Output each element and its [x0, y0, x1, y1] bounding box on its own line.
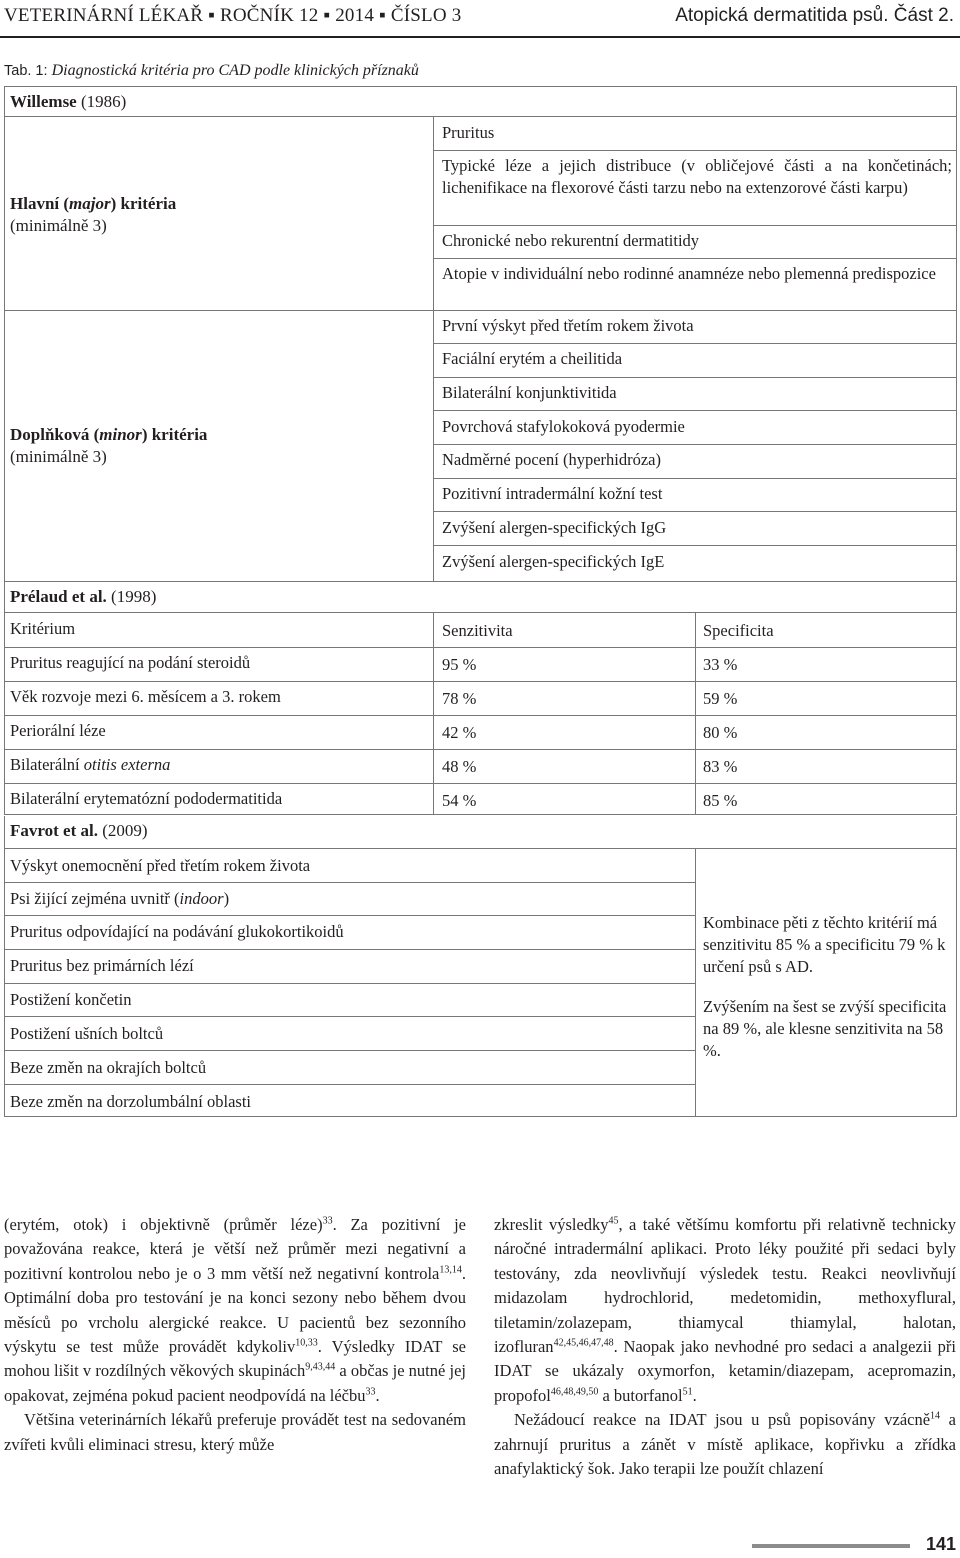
col-specificity: Specificita [703, 621, 774, 640]
row-divider [434, 150, 956, 151]
favrot-item: Pruritus odpovídající na podávání glukokortikoidů [10, 922, 344, 941]
row-divider [4, 983, 695, 984]
favrot-item: Beze změn na okrajích boltců [10, 1058, 207, 1077]
specificity-cell: 59 % [703, 689, 738, 708]
paragraph: Většina veterinárních lékařů preferuje provádět test na sedovaném zvířeti kvůli eliminaci stresu, který může [4, 1410, 466, 1454]
row-divider [4, 749, 957, 750]
specificity-cell: 33 % [703, 655, 738, 674]
row-divider [434, 511, 956, 512]
row-divider [4, 915, 695, 916]
sensitivity-cell: 42 % [442, 723, 477, 742]
paragraph: Nežádoucí reakce na IDAT jsou u psů popisovány vzácně$^{14}$ a zahrnují pruritus a zánět v místě aplikace, kopřivku a zřídka anafylaktický šok. Jako terapii lze použít chlazení [494, 1410, 957, 1479]
row-divider [434, 444, 956, 445]
body-right-column [494, 1213, 956, 1481]
minor-min: (minimálně 3) [10, 447, 107, 466]
running-header [0, 0, 960, 34]
row-divider [4, 715, 957, 716]
minor-item: Zvýšení alergen-specifických IgG [442, 518, 667, 537]
prelaud-author: Prélaud et al. [10, 587, 107, 606]
journal-title: VETERINÁRNÍ LÉKAŘ ▪ ROČNÍK 12 ▪ 2014 ▪ ČÍSLO 3 [4, 5, 462, 26]
criterion-cell: Bilaterální otitis externa [10, 755, 171, 774]
minor-item: Nadměrné pocení (hyperhidróza) [442, 450, 661, 469]
minor-item: Faciální erytém a cheilitida [442, 349, 623, 368]
major-item: Atopie v individuální nebo rodinné anamnéze nebo plemenná predispozice [442, 264, 936, 283]
row-divider [4, 949, 695, 950]
row-divider [4, 1084, 695, 1085]
minor-item: Povrchová stafylokoková pyodermie [442, 417, 685, 436]
willemse-header [4, 86, 957, 117]
row-divider [4, 783, 957, 784]
column-divider [695, 613, 696, 815]
favrot-item: Psi žijící zejména uvnitř (indoor) [10, 889, 230, 908]
specificity-cell: 80 % [703, 723, 738, 742]
favrot-author: Favrot et al. [10, 821, 98, 840]
minor-item: První výskyt před třetím rokem života [442, 316, 694, 335]
minor-item: Zvýšení alergen-specifických IgE [442, 552, 665, 571]
favrot-item: Výskyt onemocnění před třetím rokem života [10, 856, 311, 875]
prelaud-table [4, 613, 957, 815]
favrot-header [4, 816, 957, 849]
row-divider [4, 647, 957, 648]
article-title: Atopická dermatitida psů. Část 2. [675, 5, 954, 26]
specificity-cell: 85 % [703, 791, 738, 810]
page-number: 141 [925, 1534, 956, 1554]
caption-text: Diagnostická kritéria pro CAD podle klinických příznaků [51, 62, 419, 79]
minor-item: Bilaterální konjunktivitida [442, 383, 617, 402]
criterion-cell: Periorální léze [10, 721, 106, 740]
criterion-cell: Věk rozvoje mezi 6. měsícem a 3. rokem [10, 687, 281, 706]
major-item: Pruritus [442, 123, 495, 142]
row-divider [434, 377, 956, 378]
row-divider [4, 1050, 695, 1051]
row-divider [4, 681, 957, 682]
row-divider [434, 225, 956, 226]
criterion-cell: Pruritus reagující na podání steroidů [10, 653, 251, 672]
sensitivity-cell: 54 % [442, 791, 477, 810]
minor-criteria-label: Doplňková (minor) kritéria (minimálně 3) [10, 425, 208, 466]
table-caption [4, 62, 419, 80]
favrot-item: Postižení ušních boltců [10, 1024, 164, 1043]
favrot-note-combination: Kombinace pěti z těchto kritérií má senzitivitu 85 % a specificitu 79 % k určení psů s AD. [703, 913, 946, 976]
column-divider [433, 116, 434, 582]
row-divider [434, 545, 956, 546]
willemse-author: Willemse [10, 92, 77, 111]
row-divider [434, 310, 956, 311]
page-number-bar [752, 1544, 910, 1548]
major-item: Typické léze a jejich distribuce (v obličejové části a na končetinách; lichenifikace na flexorové části tarzu nebo na extenzorové části karpu) [442, 156, 952, 197]
row-divider [434, 343, 956, 344]
favrot-item: Pruritus bez primárních lézí [10, 956, 194, 975]
minor-item: Pozitivní intradermální kožní test [442, 484, 663, 503]
col-criterion: Kritérium [10, 619, 76, 638]
column-divider [433, 613, 434, 815]
specificity-cell: 83 % [703, 757, 738, 776]
major-min: (minimálně 3) [10, 216, 107, 235]
criterion-cell: Bilaterální erytematózní pododermatitida [10, 789, 283, 808]
row-divider [434, 478, 956, 479]
favrot-year: (2009) [102, 821, 148, 840]
major-item: Chronické nebo rekurentní dermatitidy [442, 231, 700, 250]
caption-prefix: Tab. 1: [4, 63, 48, 79]
favrot-item: Beze změn na dorzolumbální oblasti [10, 1092, 252, 1111]
favrot-item: Postižení končetin [10, 990, 132, 1009]
major-criteria-label: Hlavní (major) kritéria (minimálně 3) [10, 194, 177, 235]
willemse-year: (1986) [80, 92, 127, 111]
prelaud-header [4, 582, 957, 613]
paragraph: zkreslit výsledky$^{45}$, a také většímu komfortu při relativně technicky náročné intradermální aplikaci. Proto léky použité při sedaci byly testovány, zda neovlivňují výsledek testu. Reakci neovlivňují midazolam hydrochlorid, medetomidin, methoxyflural, tiletamin/zolazepam, thiamycal thiamylal, halotan, izofluran$^{42,45,46,47,48}$. Naopak jako nevhodné pro sedaci a analgezii při IDAT se ukázaly oxymorfon, ketamin/diazepam, acepromazin, propofol$^{46,48,49,50}$ a butorfanol$^{51}$. [494, 1215, 956, 1405]
row-divider [4, 1016, 695, 1017]
row-divider [4, 882, 695, 883]
header-divider [0, 36, 960, 38]
column-divider [695, 849, 696, 1117]
col-sensitivity: Senzitivita [442, 621, 513, 640]
sensitivity-cell: 78 % [442, 689, 477, 708]
favrot-note-six: Zvýšením na šest se zvýší specificita na 89 %, ale klesne senzitivita na 58 %. [703, 997, 947, 1060]
sensitivity-cell: 95 % [442, 655, 477, 674]
body-left-column [4, 1213, 466, 1457]
paragraph: (erytém, otok) i objektivně (průměr léze)$^{33}$. Za pozitivní je považována reakce, která je větší než průměr mezi negativní a pozitivní kontrolou nebo je o 3 mm větší než negativní kontrola$^{13,14}$. Optimální doba pro testování je na konci sezony nebo během dvou měsíců po vrcholu alergické reakce. U pacientů bez sezonního výskytu se test může provádět kdykoliv$^{10,33}$. Výsledky IDAT se mohou lišit v rozdílných věkových skupinách$^{9,43,44}$ a občas je nutné jej opakovat, zejména pokud pacient neodpovídá na léčbu$^{33}$. [4, 1215, 466, 1405]
row-divider [434, 258, 956, 259]
prelaud-year: (1998) [111, 587, 157, 606]
sensitivity-cell: 48 % [442, 757, 477, 776]
row-divider [434, 410, 956, 411]
row-divider [4, 310, 434, 311]
